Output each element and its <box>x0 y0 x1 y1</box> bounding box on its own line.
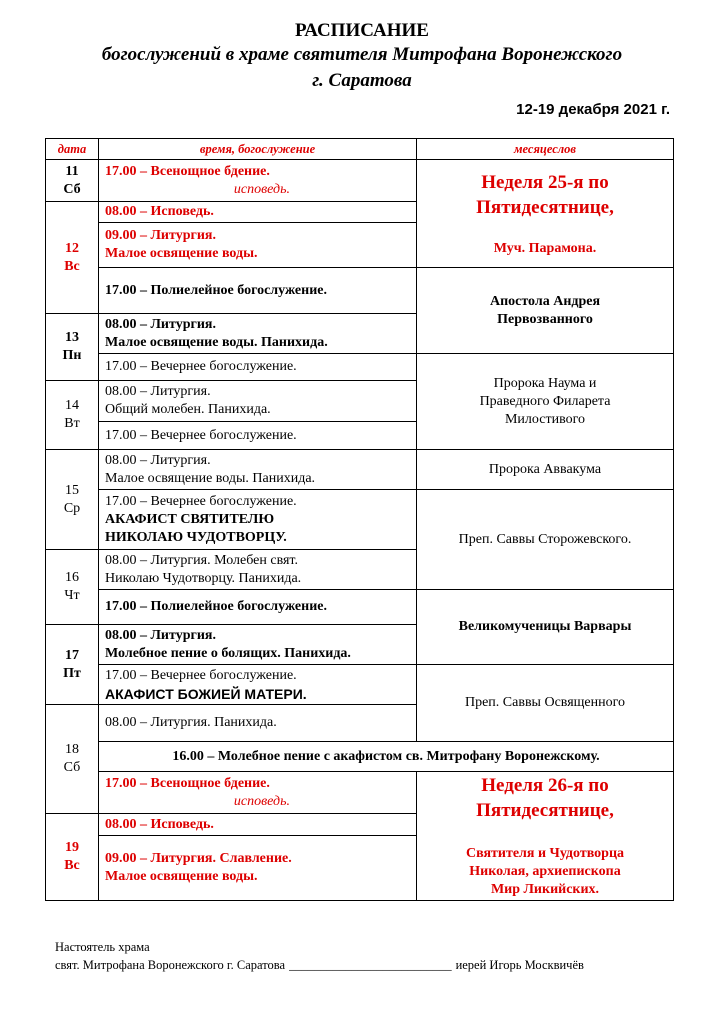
calendar-cell-avvakum: Пророка Аввакума <box>417 450 674 490</box>
calendar-cell-naum: Пророка Наума и Праведного Филарета Милостивого <box>417 354 674 450</box>
table-row <box>46 268 674 314</box>
page-subtitle: богослужений в храме святителя Митрофана Воронежского <box>101 44 623 65</box>
calendar-cell-andrew: Апостола Андрея Первозванного <box>417 268 674 354</box>
date-range: 12-19 декабря 2021 г. <box>516 101 670 118</box>
service-cell: 17.00 – Всенощное бдение. исповедь. <box>99 772 417 814</box>
date-cell-11: 11 Сб <box>46 160 99 202</box>
date-cell-12: 12 Вс <box>46 202 99 314</box>
footer-priest-name: иерей Игорь Москвичёв <box>455 958 584 972</box>
service-cell: 09.00 – Литургия. Славление. Малое освящение воды. <box>99 836 417 901</box>
calendar-cell-savva-storozh: Преп. Саввы Сторожевского. <box>417 490 674 590</box>
table-header-row <box>46 139 674 160</box>
footer-rector-label: Настоятель храма <box>55 940 150 954</box>
date-cell-19: 19 Вс <box>46 814 99 901</box>
service-cell: 08.00 – Исповедь. <box>99 814 417 836</box>
table-row <box>46 590 674 625</box>
service-cell: 17.00 – Вечернее богослужение. АКАФИСТ СВЯТИТЕЛЮ НИКОЛАЮ ЧУДОТВОРЦУ. <box>99 490 417 550</box>
service-cell: 08.00 – Литургия. Молебен свят. Николаю Чудотворцу. Панихида. <box>99 550 417 590</box>
date-cell-13: 13 Пн <box>46 314 99 381</box>
service-cell: 17.00 – Всенощное бдение. исповедь. <box>99 160 417 202</box>
service-cell: 08.00 – Литургия. Панихида. <box>99 705 417 742</box>
service-cell-akathist: 16.00 – Молебное пение с акафистом св. Митрофану Воронежскому. <box>99 742 674 772</box>
service-cell: 17.00 – Вечернее богослужение. АКАФИСТ БОЖИЕЙ МАТЕРИ. <box>99 665 417 705</box>
column-header-date: дата <box>46 139 99 160</box>
calendar-cell-varvara: Великомученицы Варвары <box>417 590 674 665</box>
signature-line: __________________________ <box>289 958 452 972</box>
date-cell-16: 16 Чт <box>46 550 99 625</box>
calendar-cell-week25: Неделя 25-я по Пятидесятнице, Муч. Парамона. <box>417 160 674 268</box>
service-cell: 08.00 – Литургия. Молебное пение о болящих. Панихида. <box>99 625 417 665</box>
table-row <box>46 354 674 381</box>
service-cell: 08.00 – Литургия. Общий молебен. Панихида. <box>99 381 417 422</box>
service-cell: 08.00 – Литургия. Малое освящение воды. Панихида. <box>99 314 417 354</box>
date-cell-17: 17 Пт <box>46 625 99 705</box>
date-cell-14: 14 Вт <box>46 381 99 450</box>
service-cell: 08.00 – Литургия. Малое освящение воды. Панихида. <box>99 450 417 490</box>
calendar-cell-week26: Неделя 26-я по Пятидесятнице, Святителя и Чудотворца Николая, архиепископа Мир Ликийских. <box>417 772 674 901</box>
table-row <box>46 742 674 772</box>
column-header-time: время, богослужение <box>99 139 417 160</box>
service-cell: 17.00 – Полиелейное богослужение. <box>99 268 417 314</box>
service-cell: 09.00 – Литургия. Малое освящение воды. <box>99 223 417 268</box>
table-row <box>46 665 674 705</box>
table-row <box>46 160 674 202</box>
date-cell-18: 18 Сб <box>46 705 99 814</box>
table-row <box>46 450 674 490</box>
table-row <box>46 772 674 814</box>
page-title: РАСПИСАНИЕ <box>295 20 429 41</box>
service-cell: 17.00 – Вечернее богослужение. <box>99 422 417 450</box>
schedule-table <box>45 138 674 901</box>
table-row <box>46 490 674 550</box>
service-cell: 17.00 – Вечернее богослужение. <box>99 354 417 381</box>
footer-signature <box>55 938 675 974</box>
page-subtitle-city: г. Саратова <box>312 70 412 91</box>
calendar-cell-savva-osv: Преп. Саввы Освященного <box>417 665 674 742</box>
service-cell: 08.00 – Исповедь. <box>99 202 417 223</box>
column-header-calendar: месяцеслов <box>417 139 674 160</box>
date-cell-15: 15 Ср <box>46 450 99 550</box>
footer-church-name: свят. Митрофана Воронежского г. Саратова <box>55 958 286 972</box>
service-cell: 17.00 – Полиелейное богослужение. <box>99 590 417 625</box>
